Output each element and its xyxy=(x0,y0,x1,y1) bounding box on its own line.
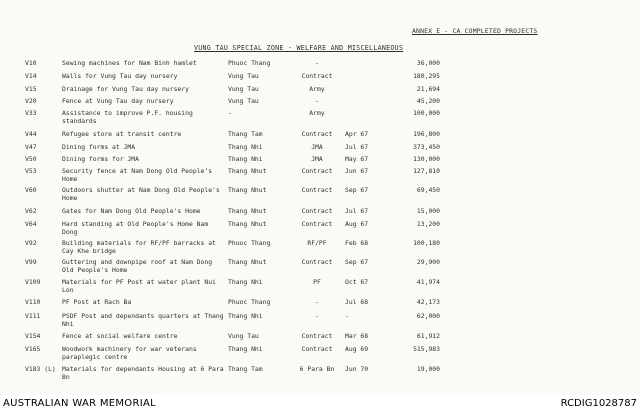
project-agency: - xyxy=(315,97,319,105)
project-code: V99 xyxy=(25,258,37,266)
project-description: Walls for Vung Tau day nursery xyxy=(62,72,178,80)
project-description: Building materials for RF/PF barracks at Cay Khe bridge xyxy=(62,239,216,255)
project-agency: PF xyxy=(313,278,321,286)
project-amount: 13,200 xyxy=(416,220,440,228)
project-code: V60 xyxy=(25,186,37,194)
project-agency: JMA xyxy=(311,155,323,163)
project-agency: Army xyxy=(309,85,325,93)
project-agency: Contract xyxy=(301,258,333,266)
project-amount: 41,974 xyxy=(416,278,440,286)
project-code: V110 xyxy=(25,298,41,306)
project-date: Jun 70 xyxy=(345,365,369,373)
project-description: Fence at Vung Tau day nursery xyxy=(62,97,174,105)
project-amount: 45,200 xyxy=(416,97,440,105)
project-location: Vung Tau xyxy=(228,97,259,105)
project-amount: 69,450 xyxy=(416,186,440,194)
project-description: Woodwork machinery for war veterans paraplegic centre xyxy=(62,345,197,361)
project-agency: Contract xyxy=(301,220,333,228)
project-agency: - xyxy=(315,59,319,67)
table-row xyxy=(0,221,640,239)
project-location: Thang Nhi xyxy=(228,312,263,320)
project-agency: RF/PF xyxy=(307,239,327,247)
project-location: Thang Nhut xyxy=(228,258,267,266)
project-location: Vung Tau xyxy=(228,72,259,80)
project-description: PF Post at Rach Ba xyxy=(62,298,132,306)
project-code: V165 xyxy=(25,345,41,353)
project-description: Refugee store at transit centre xyxy=(62,130,182,138)
project-location: Thang Nhi xyxy=(228,155,263,163)
project-description: Security fence at Nam Dong Old People's Home xyxy=(62,167,213,183)
project-location: Thang Nhi xyxy=(228,278,263,286)
project-date: Oct 67 xyxy=(345,278,369,286)
project-agency: Contract xyxy=(301,332,333,340)
project-amount: 21,694 xyxy=(416,85,440,93)
project-code: V15 xyxy=(25,85,37,93)
project-code: V33 xyxy=(25,109,37,117)
project-date: Jul 68 xyxy=(345,298,369,306)
project-amount: 127,810 xyxy=(413,167,440,175)
project-description: Outdoors shutter at Nam Dong Old People's Home xyxy=(62,186,220,202)
project-code: V64 xyxy=(25,220,37,228)
project-code: V53 xyxy=(25,167,37,175)
table-row xyxy=(0,187,640,205)
project-code: V10 xyxy=(25,59,37,67)
project-date: Apr 67 xyxy=(345,130,369,138)
footer-source: AUSTRALIAN WAR MEMORIAL xyxy=(3,398,156,409)
project-agency: - xyxy=(315,312,319,320)
project-date: Jul 67 xyxy=(345,207,369,215)
project-location: Phuoc Thang xyxy=(228,59,271,67)
project-location: Phuoc Thang xyxy=(228,298,271,306)
project-location: - xyxy=(228,109,232,117)
project-agency: Contract xyxy=(301,186,333,194)
project-code: V50 xyxy=(25,155,37,163)
section-heading: VUNG TAU SPECIAL ZONE - WELFARE AND MISCELLANEOUS xyxy=(194,44,404,52)
table-row xyxy=(0,110,640,128)
project-description: PSDF Post and dependants quarters at Thang Nhi xyxy=(62,312,224,328)
project-amount: 180,295 xyxy=(413,72,440,80)
project-location: Thang Nhut xyxy=(228,167,267,175)
project-amount: 100,180 xyxy=(413,239,440,247)
project-amount: 62,000 xyxy=(416,312,440,320)
project-location: Phuoc Thang xyxy=(228,239,271,247)
project-amount: 29,900 xyxy=(416,258,440,266)
table-row xyxy=(0,279,640,297)
project-date: Aug 69 xyxy=(345,345,369,353)
project-amount: 61,912 xyxy=(416,332,440,340)
table-row xyxy=(0,168,640,186)
project-amount: 36,000 xyxy=(416,59,440,67)
project-location: Thang Tam xyxy=(228,365,263,373)
table-row xyxy=(0,366,640,384)
project-agency: Contract xyxy=(301,130,333,138)
project-date: Sep 67 xyxy=(345,186,369,194)
project-description: Materials for PF Post at water plant Nui Lon xyxy=(62,278,216,294)
project-location: Thang Nhi xyxy=(228,345,263,353)
project-location: Thang Nhut xyxy=(228,207,267,215)
project-code: V92 xyxy=(25,239,37,247)
project-description: Fence at social welfare centre xyxy=(62,332,178,340)
project-date: Jul 67 xyxy=(345,143,369,151)
project-code: V44 xyxy=(25,130,37,138)
table-row xyxy=(0,259,640,277)
project-description: Sewing machines for Nam Binh hamlet xyxy=(62,59,197,67)
project-agency: Contract xyxy=(301,72,333,80)
project-amount: 42,173 xyxy=(416,298,440,306)
project-agency: Contract xyxy=(301,207,333,215)
project-agency: JMA xyxy=(311,143,323,151)
project-amount: 373,450 xyxy=(413,143,440,151)
project-agency: Contract xyxy=(301,167,333,175)
annex-title: ANNEX E - CA COMPLETED PROJECTS xyxy=(412,27,538,35)
project-date: Aug 67 xyxy=(345,220,369,228)
table-row xyxy=(0,240,640,258)
project-date: Mar 68 xyxy=(345,332,369,340)
project-location: Thang Nhi xyxy=(228,143,263,151)
project-agency: - xyxy=(315,298,319,306)
project-amount: 19,000 xyxy=(416,365,440,373)
project-location: Thang Tam xyxy=(228,130,263,138)
project-description: Hard standing at Old People's Home Nam Dong xyxy=(62,220,209,236)
project-description: Gates for Nam Dong Old People's Home xyxy=(62,207,201,215)
project-code: V154 xyxy=(25,332,41,340)
project-description: Dining forms at JMA xyxy=(62,143,136,151)
project-amount: 15,000 xyxy=(416,207,440,215)
project-location: Thang Nhut xyxy=(228,220,267,228)
project-code: V47 xyxy=(25,143,37,151)
project-description: Guttering and downpipe roof at Nam Dong Old People's Home xyxy=(62,258,213,274)
project-description: Dining forms for JMA xyxy=(62,155,139,163)
project-location: Thang Nhut xyxy=(228,186,267,194)
project-date: Sep 67 xyxy=(345,258,369,266)
project-location: Vung Tau xyxy=(228,332,259,340)
project-code: V14 xyxy=(25,72,37,80)
project-date: Jun 67 xyxy=(345,167,369,175)
project-description: Assistance to improve P.F. housing standards xyxy=(62,109,193,125)
project-description: Drainage for Vung Tau day nursery xyxy=(62,85,189,93)
project-code: V20 xyxy=(25,97,37,105)
project-agency: 6 Para Bn xyxy=(299,365,335,373)
project-date: Feb 68 xyxy=(345,239,369,247)
project-amount: 196,800 xyxy=(413,130,440,138)
project-amount: 515,983 xyxy=(413,345,440,353)
project-code: V62 xyxy=(25,207,37,215)
project-agency: Army xyxy=(309,109,325,117)
project-code: V183 (L) xyxy=(25,365,56,373)
project-code: V109 xyxy=(25,278,41,286)
footer-bar xyxy=(0,395,640,414)
footer-reference: RCDIG1028787 xyxy=(560,398,637,409)
table-row xyxy=(0,346,640,364)
project-date: - xyxy=(345,312,349,320)
project-agency: Contract xyxy=(301,345,333,353)
project-amount: 100,000 xyxy=(413,109,440,117)
project-code: V111 xyxy=(25,312,41,320)
project-description: Materials for dependants Housing at 6 Para Bn xyxy=(62,365,224,381)
project-location: Vung Tau xyxy=(228,85,259,93)
project-amount: 130,000 xyxy=(413,155,440,163)
project-date: May 67 xyxy=(345,155,369,163)
table-row xyxy=(0,313,640,331)
